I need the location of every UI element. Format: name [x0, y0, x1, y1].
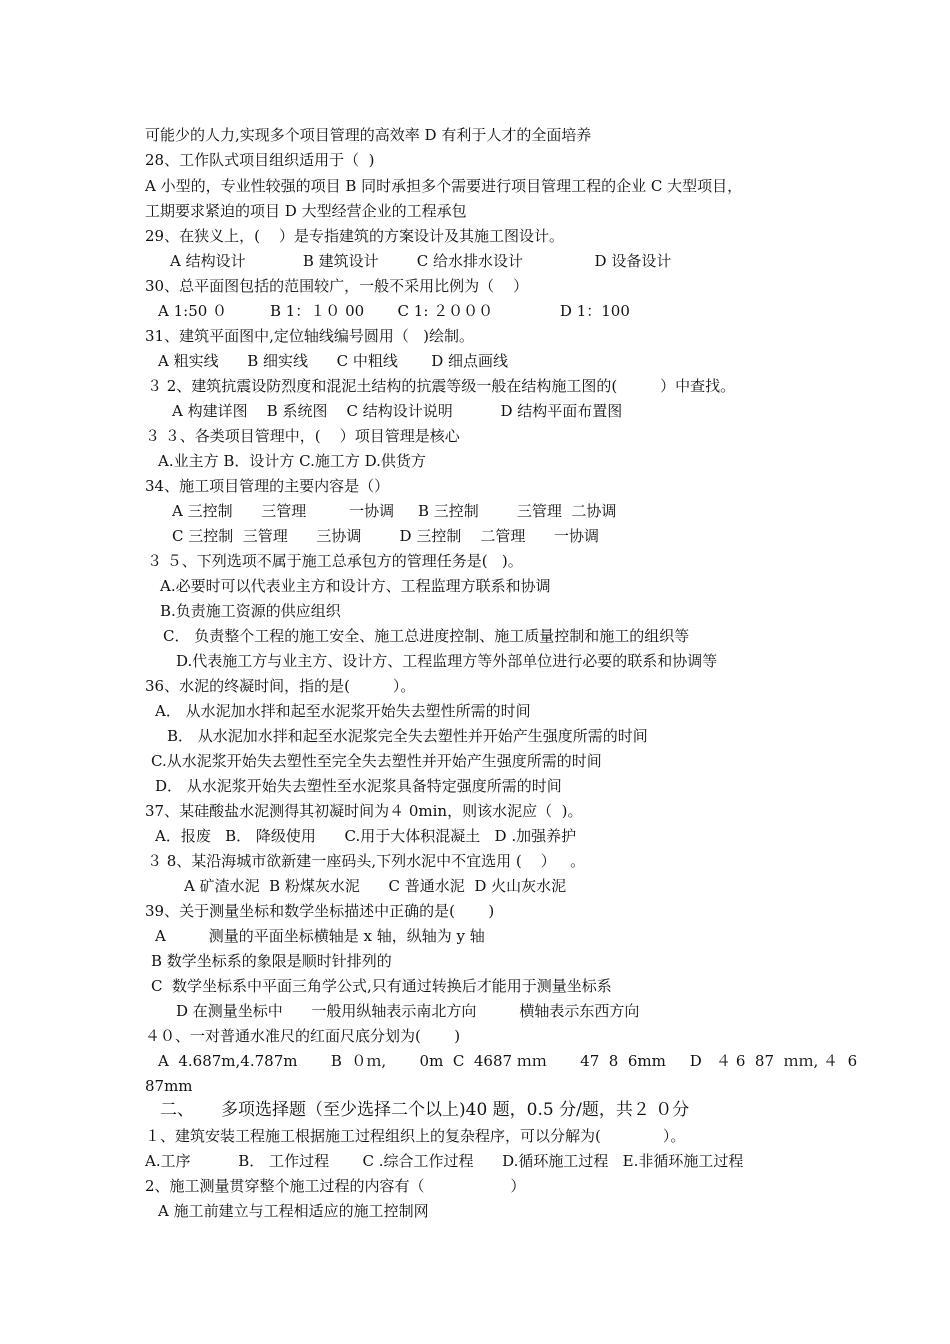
question-29: 29、在狭义上，( ）是专指建筑的方案设计及其施工图设计。 — [145, 227, 565, 245]
question-35-option-c: C． 负责整个工程的施工安全、施工总进度控制、施工质量控制和施工的组织等 — [163, 627, 690, 645]
question-35: ３ ５、下列选项不属于施工总承包方的管理任务是( )。 — [147, 552, 523, 570]
question-37-options: A．报废 B． 降级使用 C.用于大体积混凝土 D .加强养护 — [155, 827, 577, 845]
question-35-option-a: A.必要时可以代表业主方和设计方、工程监理方联系和协调 — [160, 577, 551, 595]
question-32: ３ 2、建筑抗震设防烈度和混泥土结构的抗震等级一般在结构施工图的( ）中查找。 — [147, 377, 736, 395]
question-36: 36、水泥的终凝时间，指的是( ）。 — [145, 677, 416, 695]
section-heading: 二、 多项选择题（至少选择二个以上)40 题，0.5 分/题，共２ ０分 — [160, 1100, 690, 1120]
question-40-options: A 4.687m,4.787m B ０ｍ, 0m C 4687 ｍｍ 47 8 6mm D ４ 6 87 ｍｍ, ４ 6 — [158, 1052, 858, 1070]
question-34: 34、施工项目管理的主要内容是（） — [145, 477, 390, 495]
question-30: 30、总平面图包括的范围较广，一般不采用比例为（ ） — [145, 277, 529, 295]
question-39-option-b: B 数学坐标系的象限是顺时针排列的 — [151, 952, 392, 970]
question-29-options: A 结构设计 B 建筑设计 C 给水排水设计 D 设备设计 — [170, 252, 672, 270]
question-33-options: A.业主方 B．设计方 C.施工方 D.供货方 — [158, 452, 426, 470]
mc-question-1: １、建筑安装工程施工根据施工过程组织上的复杂程序，可以分解为( ）。 — [145, 1127, 686, 1145]
question-39-option-c: C 数学坐标系中平面三角学公式,只有通过转换后才能用于测量坐标系 — [151, 977, 612, 995]
question-37: 37、某硅酸盐水泥测得其初凝时间为４ 0min，则该水泥应（ )。 — [145, 802, 583, 820]
question-28-options: A 小型的，专业性较强的项目 B 同时承担多个需要进行项目管理工程的企业 C 大型项目， — [145, 177, 743, 195]
question-30-options: A 1:50 ０ B 1：１０ 00 C 1: ２０００ D 1：100 — [158, 302, 630, 320]
question-40-options-cont: 87mm — [145, 1077, 193, 1095]
question-31: 31、建筑平面图中,定位轴线编号圆用（ )绘制。 — [145, 327, 475, 345]
question-33: ３ ３、各类项目管理中，( ）项目管理是核心 — [145, 427, 460, 445]
mc-question-2: 2、施工测量贯穿整个施工过程的内容有（ ） — [145, 1177, 526, 1195]
question-34-options-ab: A 三控制 三管理 一协调 B 三控制 三管理 二协调 — [172, 502, 617, 520]
question-34-options-cd: C 三控制 三管理 三协调 D 三控制 二管理 一协调 — [172, 527, 600, 545]
question-36-option-a: A． 从水泥加水拌和起至水泥浆开始失去塑性所需的时间 — [155, 702, 531, 720]
mc-question-1-options: A.工序 B． 工作过程 C .综合工作过程 D.循环施工过程 E.非循环施工过程 — [145, 1152, 744, 1170]
question-36-option-d: D． 从水泥浆开始失去塑性至水泥浆具备特定强度所需的时间 — [155, 777, 562, 795]
question-36-option-c: C.从水泥浆开始失去塑性至完全失去塑性并开始产生强度所需的时间 — [151, 752, 602, 770]
question-28-options-cont: 工期要求紧迫的项目 D 大型经营企业的工程承包 — [145, 202, 467, 220]
question-31-options: A 粗实线 B 细实线 C 中粗线 D 细点画线 — [158, 352, 509, 370]
question-35-option-b: B.负责施工资源的供应组织 — [160, 602, 341, 620]
question-40: ４０、一对普通水准尺的红面尺底分划为( ) — [145, 1027, 461, 1045]
question-28: 28、工作队式项目组织适用于（ ) — [145, 151, 375, 169]
text-line: 可能少的人力,实现多个项目管理的高效率 D 有利于人才的全面培养 — [145, 126, 592, 144]
question-36-option-b: B． 从水泥加水拌和起至水泥浆完全失去塑性并开始产生强度所需的时间 — [167, 727, 648, 745]
question-39-option-d: D 在测量坐标中 一般用纵轴表示南北方向 横轴表示东西方向 — [176, 1002, 640, 1020]
mc-question-2-option-a: A 施工前建立与工程相适应的施工控制网 — [158, 1202, 429, 1220]
question-39: 39、关于测量坐标和数学坐标描述中正确的是( ) — [145, 902, 495, 920]
question-39-option-a: A 测量的平面坐标横轴是 x 轴，纵轴为 y 轴 — [155, 927, 485, 945]
question-32-options: A 构建详图 B 系统图 C 结构设计说明 D 结构平面布置图 — [172, 402, 623, 420]
question-38-options: A 矿渣水泥 B 粉煤灰水泥 C 普通水泥 D 火山灰水泥 — [184, 877, 567, 895]
question-38: ３ 8、某沿海城市欲新建一座码头,下列水泥中不宜选用 ( ） 。 — [147, 852, 586, 870]
question-35-option-d: D.代表施工方与业主方、设计方、工程监理方等外部单位进行必要的联系和协调等 — [176, 652, 718, 670]
